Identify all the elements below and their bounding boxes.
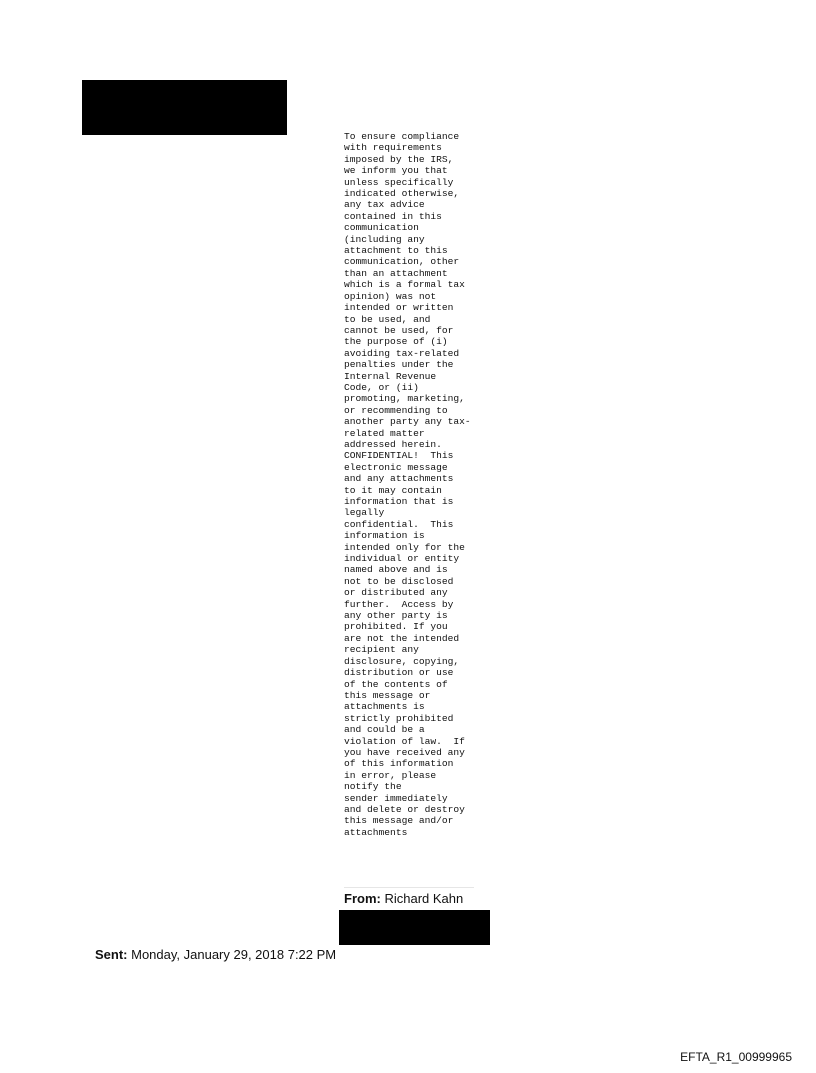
disclaimer-line: cannot be used, for	[344, 324, 454, 336]
disclaimer-line: or distributed any	[344, 587, 448, 599]
disclaimer-line: this message and/or	[344, 815, 454, 827]
disclaimer-line: CONFIDENTIAL! This	[344, 450, 454, 462]
sent-label: Sent:	[95, 947, 128, 962]
disclaimer-line: intended or written	[344, 302, 454, 314]
sent-field	[95, 947, 336, 963]
disclaimer-line: any tax advice	[344, 199, 425, 211]
disclaimer-line: promoting, marketing,	[344, 393, 465, 405]
disclaimer-line: addressed herein.	[344, 438, 442, 450]
disclaimer-line: attachments	[344, 826, 408, 838]
disclaimer-line: to it may contain	[344, 484, 442, 496]
document-id: EFTA_R1_00999965	[680, 1050, 792, 1064]
disclaimer-line: you have received any	[344, 746, 465, 758]
from-label: From:	[344, 891, 381, 906]
disclaimer-line: To ensure compliance	[344, 131, 460, 142]
disclaimer-line: electronic message	[344, 461, 448, 473]
disclaimer-line: strictly prohibited	[344, 712, 454, 724]
tax-disclaimer-text	[344, 131, 484, 838]
disclaimer-line: unless specifically	[344, 176, 454, 188]
disclaimer-line: in error, please	[344, 769, 437, 781]
redaction-block-top	[82, 80, 287, 135]
from-field	[344, 891, 463, 907]
disclaimer-line: named above and is	[344, 564, 448, 576]
redaction-block-recipient	[339, 910, 490, 945]
disclaimer-line: information that is	[344, 496, 454, 507]
disclaimer-line: further. Access by	[344, 598, 454, 610]
disclaimer-line: recipient any	[344, 644, 419, 656]
disclaimer-line: distribution or use	[344, 667, 454, 679]
disclaimer-line: another party any tax-	[344, 416, 471, 428]
disclaimer-line: contained in this	[344, 210, 442, 222]
disclaimer-line: related matter	[344, 427, 425, 439]
disclaimer-line: disclosure, copying,	[344, 655, 460, 667]
disclaimer-line: Internal Revenue	[344, 370, 437, 382]
disclaimer-line: not to be disclosed	[344, 575, 454, 587]
separator-line	[344, 887, 474, 888]
disclaimer-line: communication, other	[344, 256, 460, 268]
disclaimer-line: attachment to this	[344, 245, 448, 257]
disclaimer-line: intended only for the	[344, 541, 465, 553]
disclaimer-line: sender immediately	[344, 792, 448, 804]
disclaimer-line: attachments is	[344, 701, 425, 713]
disclaimer-line: opinion) was not	[344, 290, 437, 302]
disclaimer-line: this message or	[344, 689, 431, 701]
disclaimer-line: prohibited. If you	[344, 621, 448, 633]
disclaimer-line: and delete or destroy	[344, 803, 465, 815]
disclaimer-line: of the contents of	[344, 678, 448, 690]
disclaimer-line: than an attachment	[344, 267, 448, 279]
disclaimer-line: indicated otherwise,	[344, 188, 460, 200]
disclaimer-line: notify the	[344, 781, 402, 793]
disclaimer-line: (including any	[344, 233, 425, 245]
disclaimer-line: imposed by the IRS,	[344, 153, 454, 165]
disclaimer-line: or recommending to	[344, 404, 448, 416]
disclaimer-line: violation of law. If	[344, 735, 465, 747]
disclaimer-line: individual or entity	[344, 553, 460, 565]
disclaimer-line: and could be a	[344, 724, 425, 736]
disclaimer-line: confidential. This	[344, 518, 454, 530]
disclaimer-line: Code, or (ii)	[344, 381, 419, 393]
disclaimer-line: and any attachments	[344, 473, 454, 485]
sent-value: Monday, January 29, 2018 7:22 PM	[131, 947, 337, 962]
disclaimer-line: penalties under the	[344, 359, 454, 371]
disclaimer-line: we inform you that	[344, 165, 448, 177]
disclaimer-line: legally	[344, 507, 385, 519]
disclaimer-line: are not the intended	[344, 632, 460, 644]
disclaimer-line: any other party is	[344, 610, 448, 622]
disclaimer-line: avoiding tax-related	[344, 347, 460, 359]
disclaimer-line: which is a formal tax	[344, 279, 465, 291]
disclaimer-line: with requirements	[344, 142, 442, 154]
disclaimer-line: the purpose of (i)	[344, 336, 448, 348]
disclaimer-line: information is	[344, 530, 425, 542]
from-value: Richard Kahn	[384, 891, 464, 906]
disclaimer-line: to be used, and	[344, 313, 431, 325]
disclaimer-line: communication	[344, 222, 419, 234]
disclaimer-line: of this information	[344, 758, 454, 770]
